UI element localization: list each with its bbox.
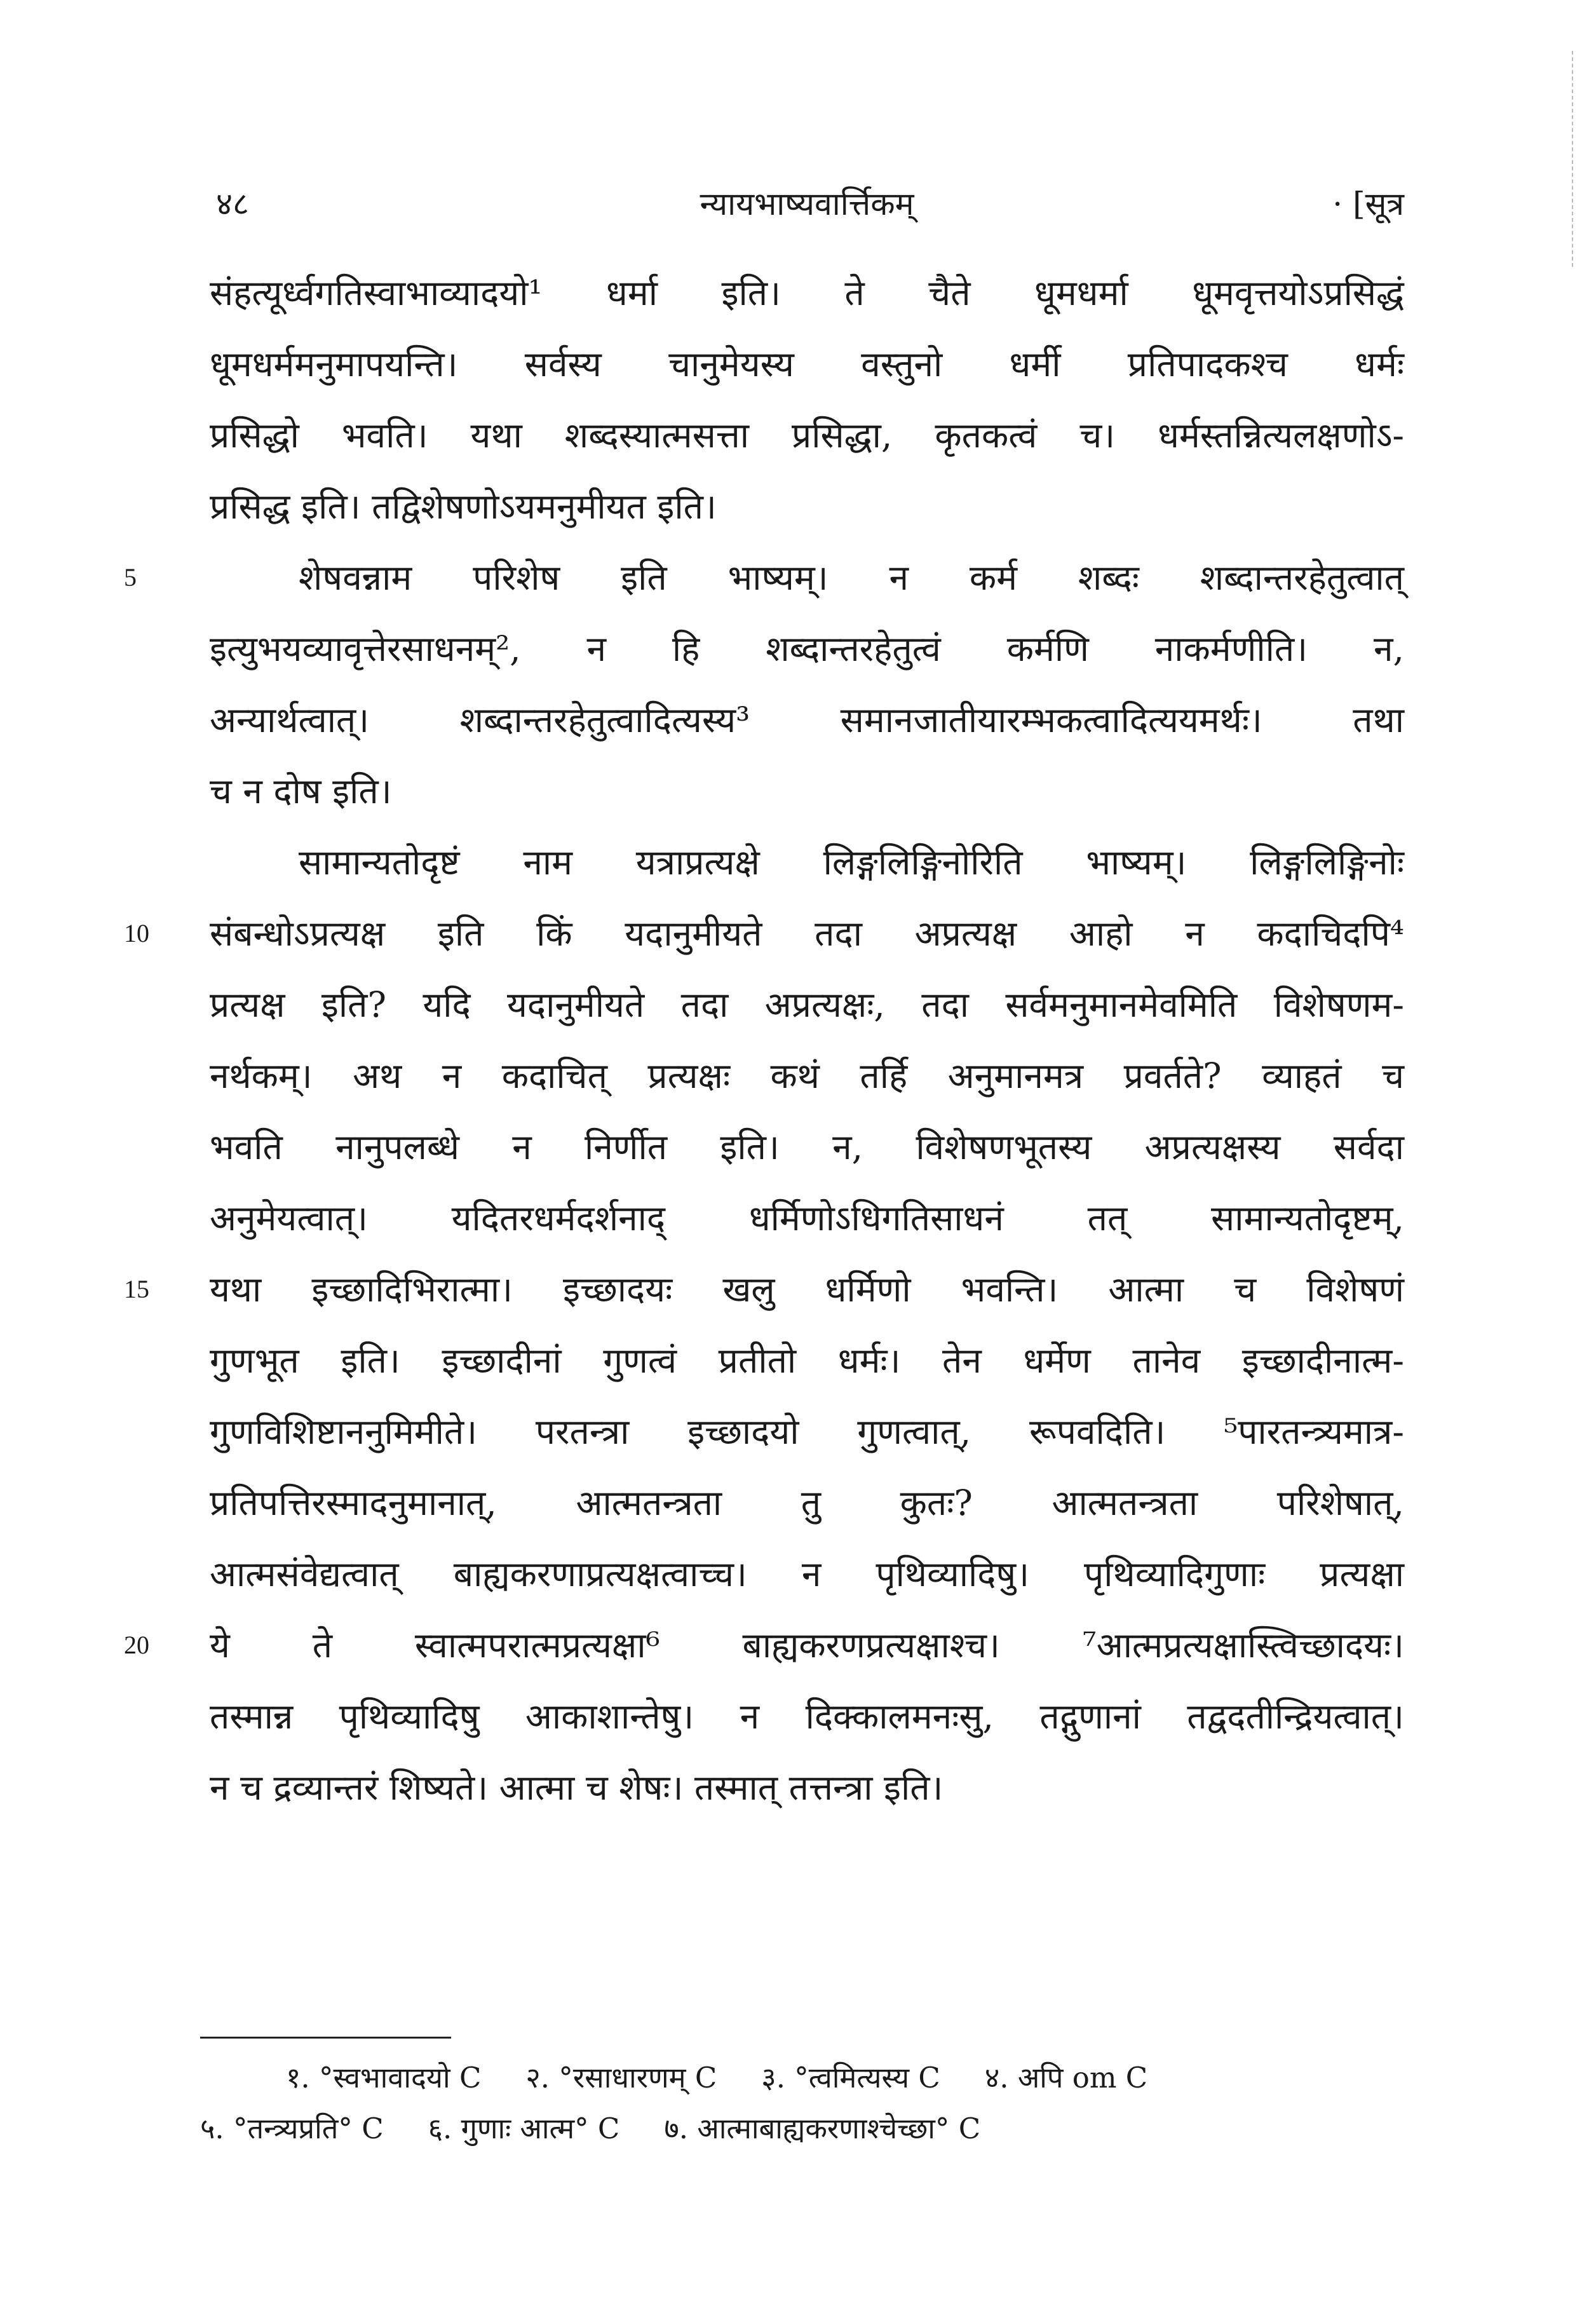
footnotes — [200, 2053, 1407, 2154]
footnote-row — [200, 2053, 1407, 2103]
main-text — [124, 257, 1404, 1823]
page-number: ४८ — [216, 186, 249, 222]
text-line — [210, 1183, 1404, 1254]
footnote-row — [200, 2103, 1407, 2154]
text-line — [210, 1396, 1404, 1467]
line-text: धूमधर्ममनुमापयन्ति। सर्वस्य चानुमेयस्य वस्तुनो धर्मी प्रतिपादकश्च धर्मः — [210, 344, 1404, 384]
line-number: 10 — [124, 919, 149, 947]
running-header — [210, 181, 1404, 232]
line-text: प्रसिद्ध इति। तद्विशेषणोऽयमनुमीयत इति। — [210, 486, 717, 527]
line-text: भवति नानुपलब्धे न निर्णीत इति। न, विशेषणभूतस्य अप्रत्यक्षस्य सर्वदा — [210, 1127, 1404, 1167]
text-line — [124, 1254, 1404, 1325]
text-line — [210, 257, 1404, 329]
footnote: १. °स्वभावादयो C — [286, 2061, 482, 2095]
section-marker: · [सूत्र — [1332, 186, 1404, 222]
scan-edge-marks — [1572, 51, 1577, 267]
line-text: शेषवन्नाम परिशेष इति भाष्यम्। न कर्म शब्दः शब्दान्तरहेतुत्वात् — [299, 557, 1404, 598]
text-line — [210, 613, 1404, 684]
footnote: ७. आत्माबाह्यकरणाश्चेच्छा° C — [664, 2112, 981, 2145]
line-text: च न दोष इति। — [210, 771, 392, 811]
line-text: अनुमेयत्वात्। यदितरधर्मदर्शनाद् धर्मिणोऽधिगतिसाधनं तत् सामान्यतोदृष्टम्, — [210, 1198, 1404, 1239]
line-text: इत्युभयव्यावृत्तेरसाधनम्², न हि शब्दान्तरहेतुत्वं कर्मणि नाकर्मणीति। न, — [210, 628, 1404, 669]
footnote-rule — [200, 2037, 451, 2039]
line-number: 20 — [124, 1631, 149, 1659]
line-text: नर्थकम्। अथ न कदाचित् प्रत्यक्षः कथं तर्हि अनुमानमत्र प्रवर्तते? व्याहतं च — [210, 1056, 1404, 1096]
text-line — [210, 969, 1404, 1040]
line-text: गुणविशिष्टाननुमिमीते। परतन्त्रा इच्छादयो गुणत्वात्, रूपवदिति। ⁵पारतन्त्र्यमात्र- — [210, 1411, 1404, 1452]
running-title: न्यायभाष्यवार्त्तिकम् — [700, 186, 914, 222]
line-text: यथा इच्छादिभिरात्मा। इच्छादयः खलु धर्मिणो भवन्ति। आत्मा च विशेषणं — [210, 1269, 1404, 1310]
line-text: प्रत्यक्ष इति? यदि यदानुमीयते तदा अप्रत्यक्षः, तदा सर्वमनुमानमेवमिति विशेषणम- — [210, 984, 1404, 1025]
line-text: संहत्यूर्ध्वगतिस्वाभाव्यादयो¹ धर्मा इति। ते चैते धूमधर्मा धूमवृत्तयोऽप्रसिद्धं — [210, 273, 1404, 313]
line-text: ये ते स्वात्मपरात्मप्रत्यक्षा⁶ बाह्यकरणप्रत्यक्षाश्च। ⁷आत्मप्रत्यक्षास्त्विच्छादयः। — [210, 1625, 1404, 1666]
text-line — [210, 1111, 1404, 1183]
line-text: तस्मान्न पृथिव्यादिषु आकाशान्तेषु। न दिक्कालमनःसु, तद्गुणानां तद्वदतीन्द्रियत्वात्। — [210, 1696, 1404, 1737]
footnote: ४. अपि om C — [984, 2061, 1148, 2095]
line-text: सामान्यतोदृष्टं नाम यत्राप्रत्यक्षे लिङ्गलिङ्गिनोरिति भाष्यम्। लिङ्गलिङ्गिनोः — [299, 842, 1404, 883]
text-line — [210, 1467, 1404, 1538]
text-line — [210, 329, 1404, 400]
text-line — [210, 471, 1404, 542]
text-line — [210, 400, 1404, 471]
line-text: गुणभूत इति। इच्छादीनां गुणत्वं प्रतीतो धर्मः। तेन धर्मेण तानेव इच्छादीनात्म- — [210, 1340, 1404, 1381]
line-number: 15 — [124, 1275, 149, 1303]
line-text: प्रतिपत्तिरस्मादनुमानात्, आत्मतन्त्रता तु कुतः? आत्मतन्त्रता परिशेषात्, — [210, 1483, 1404, 1523]
text-line — [210, 1040, 1404, 1111]
text-line — [124, 542, 1404, 613]
text-line — [124, 898, 1404, 969]
footnote: ६. गुणाः आत्म° C — [428, 2112, 620, 2145]
text-line — [210, 756, 1404, 827]
text-line — [124, 1610, 1404, 1681]
footnote: ३. °त्वमित्यस्य C — [761, 2061, 940, 2095]
text-line — [210, 1681, 1404, 1752]
footnote: २. °रसाधारणम् C — [525, 2061, 717, 2095]
footnote: ५. °तन्त्र्यप्रति° C — [200, 2112, 384, 2145]
line-text: अन्यार्थत्वात्। शब्दान्तरहेतुत्वादित्यस्य³ समानजातीयारम्भकत्वादित्ययमर्थः। तथा — [210, 700, 1404, 740]
text-line — [210, 1752, 1404, 1823]
line-text: प्रसिद्धो भवति। यथा शब्दस्यात्मसत्ता प्रसिद्धा, कृतकत्वं च। धर्मस्तन्नित्यलक्षणोऽ- — [210, 415, 1404, 456]
line-text: न च द्रव्यान्तरं शिष्यते। आत्मा च शेषः। तस्मात् तत्तन्त्रा इति। — [210, 1767, 943, 1808]
text-line — [210, 827, 1404, 898]
text-line — [210, 1538, 1404, 1610]
text-line — [210, 684, 1404, 756]
line-number: 5 — [124, 563, 137, 592]
line-text: आत्मसंवेद्यत्वात् बाह्यकरणाप्रत्यक्षत्वाच्च। न पृथिव्यादिषु। पृथिव्यादिगुणाः प्रत्यक्षा — [210, 1554, 1404, 1594]
line-text: संबन्धोऽप्रत्यक्ष इति किं यदानुमीयते तदा अप्रत्यक्ष आहो न कदाचिदपि⁴ — [210, 913, 1404, 954]
text-line — [210, 1325, 1404, 1396]
